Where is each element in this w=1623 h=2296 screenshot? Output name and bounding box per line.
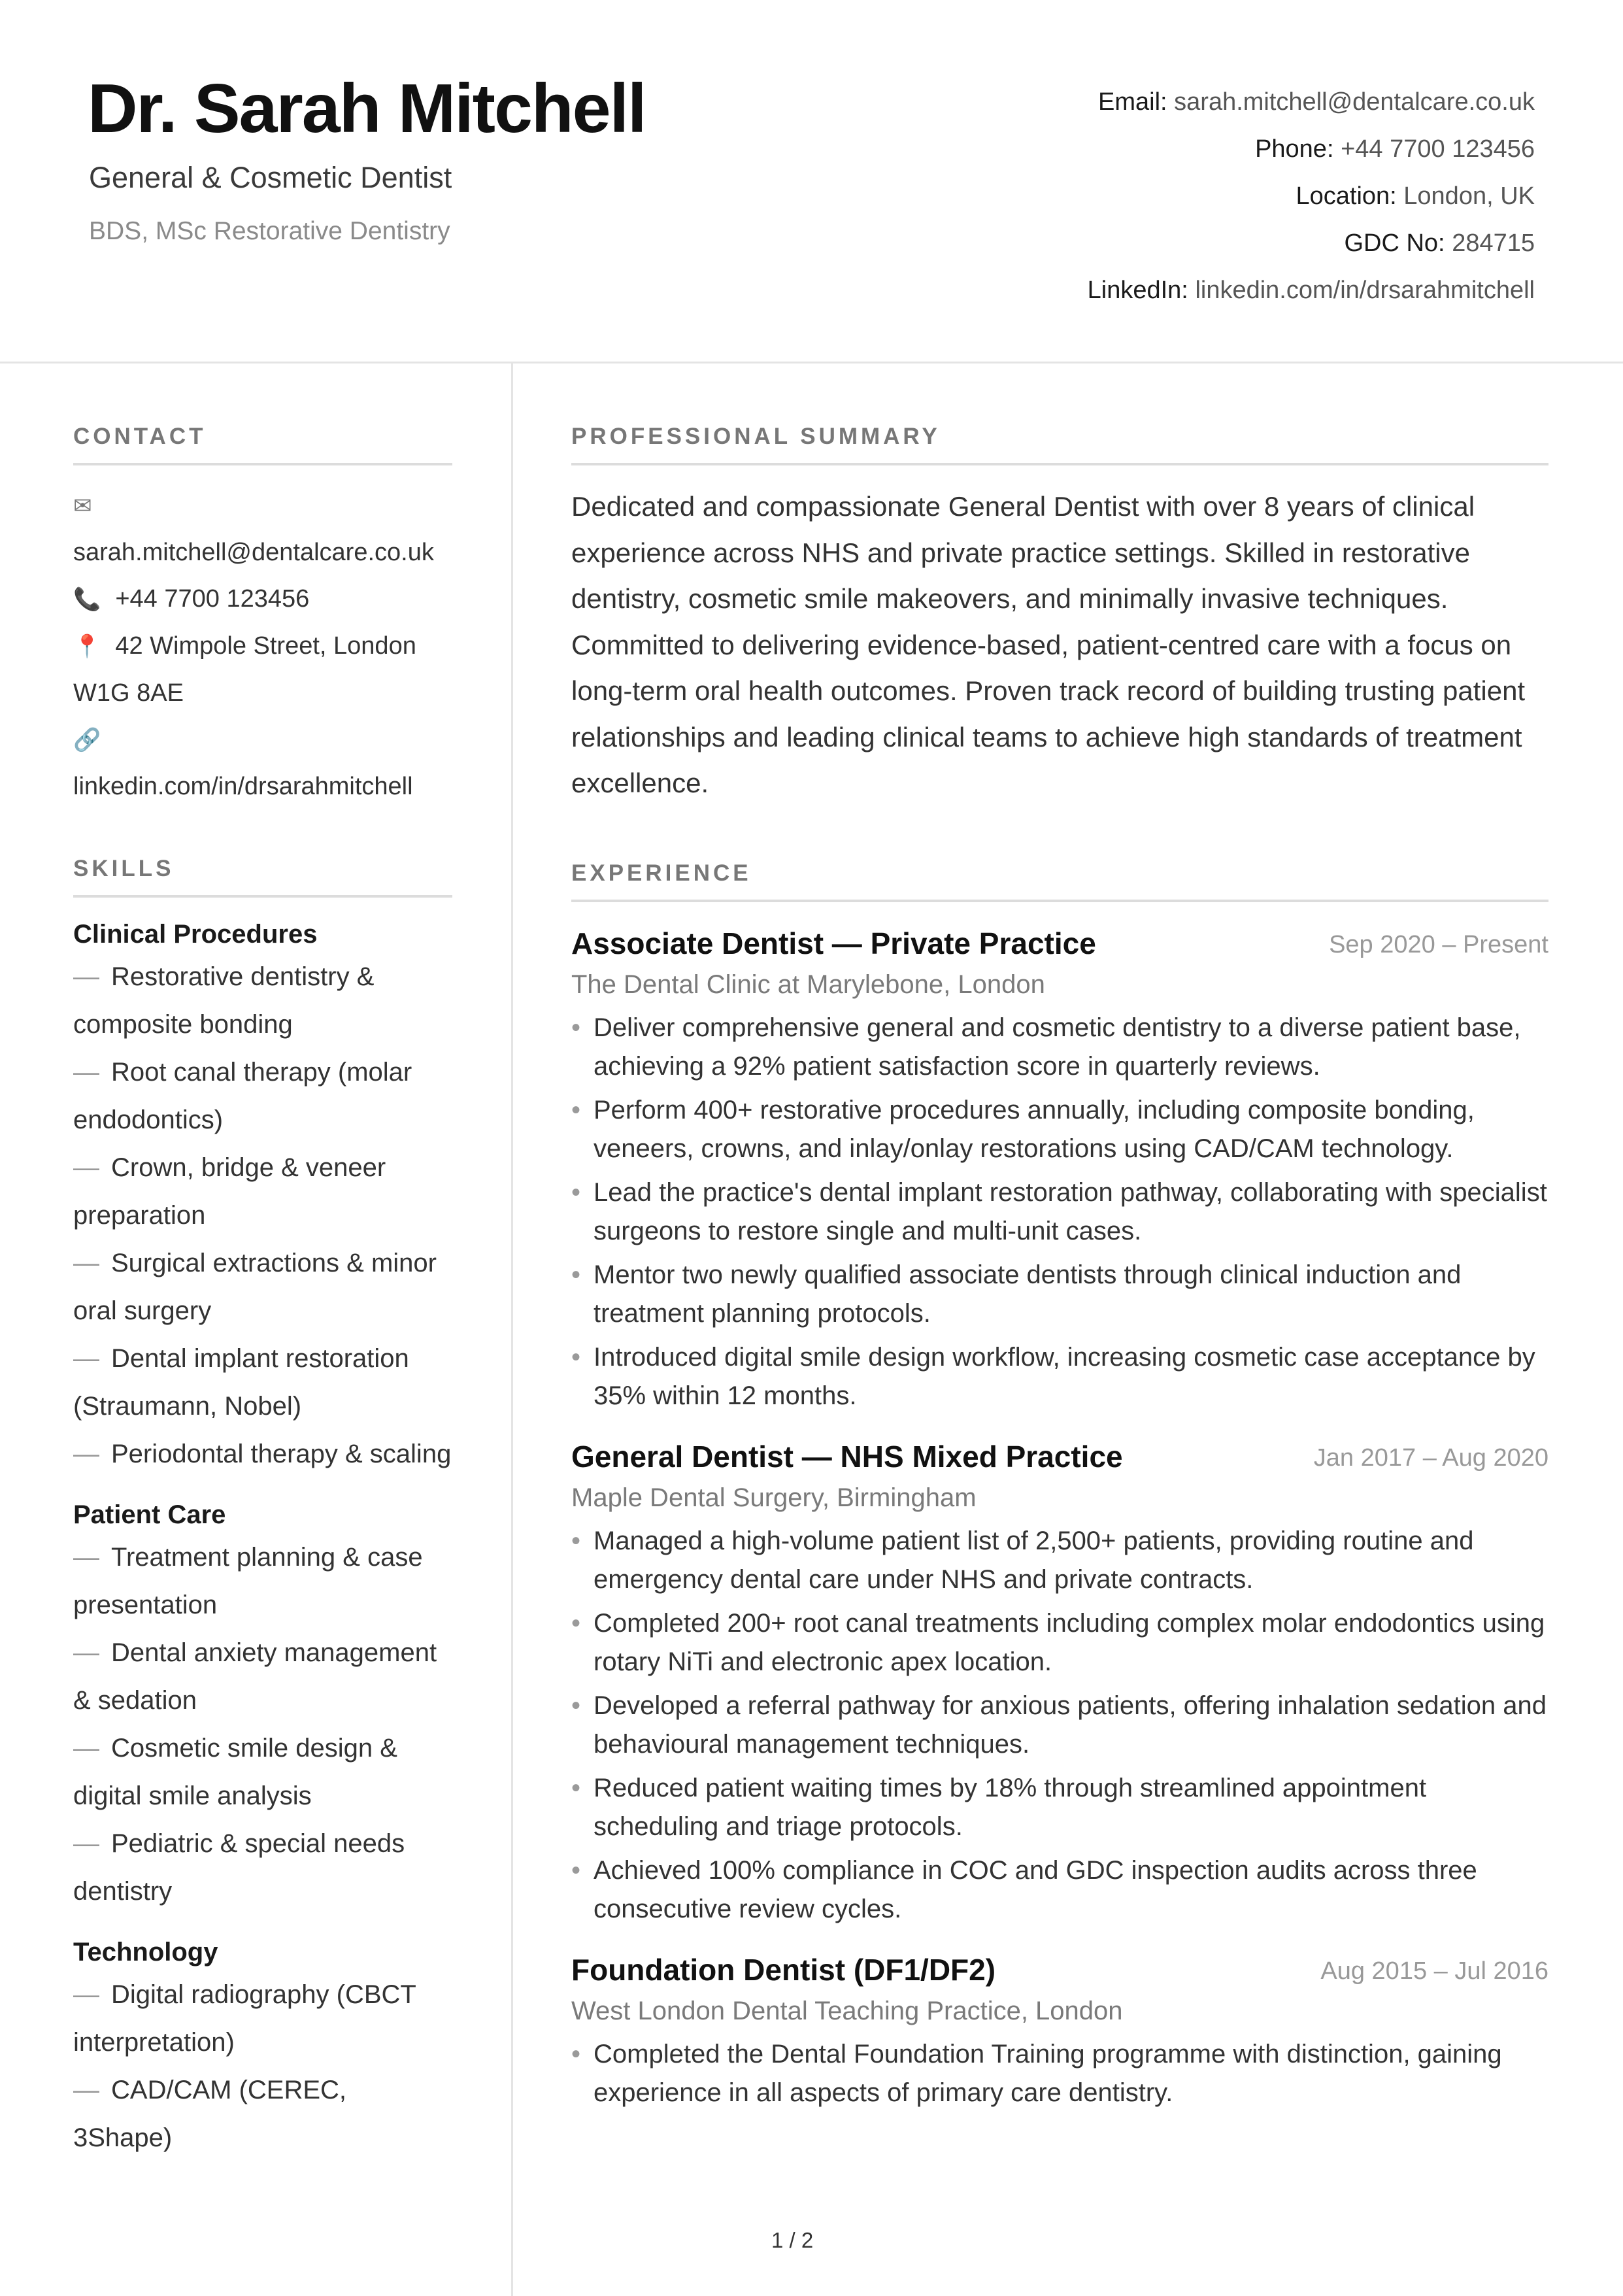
bullet-dot-icon: • bbox=[571, 1691, 581, 1720]
column-divider bbox=[511, 363, 513, 2296]
skill-item-text: Cosmetic smile design & digital smile analysis bbox=[73, 1734, 397, 1810]
experience-bullet-text: Mentor two newly qualified associate dentists through clinical induction and treatment planning protocols. bbox=[594, 1260, 1462, 1328]
skill-item bbox=[73, 1725, 452, 1820]
dash-bullet-icon: — bbox=[73, 2076, 99, 2104]
contact-value: London, UK bbox=[1403, 182, 1535, 210]
experience-bullet-text: Introduced digital smile design workflow, increasing cosmetic case acceptance by 35% within 12 months. bbox=[594, 1342, 1535, 1410]
skill-group-list bbox=[73, 953, 452, 1478]
header-contact-gdc bbox=[1088, 220, 1535, 267]
experience-entry-header bbox=[571, 926, 1548, 969]
page-number: 1 / 2 bbox=[771, 2228, 814, 2252]
experience-dates: Aug 2015 – Jul 2016 bbox=[1320, 1957, 1548, 1985]
skill-item-text: Pediatric & special needs dentistry bbox=[73, 1829, 405, 1906]
skill-item-text: Dental anxiety management & sedation bbox=[73, 1638, 437, 1715]
experience-bullet-text: Achieved 100% compliance in COC and GDC inspection audits across three consecutive review cycles. bbox=[594, 1855, 1477, 1923]
header-contact-location bbox=[1088, 173, 1535, 220]
contact-label: LinkedIn: bbox=[1087, 277, 1188, 304]
bullet-dot-icon: • bbox=[571, 1608, 581, 1638]
summary-text: Dedicated and compassionate General Dentist with over 8 years of clinical experience across NHS and private practice settings. Skilled in restorative dentistry, cosmetic smile makeovers, and minimally invasive techniques. Committed to delivering evidence-based, patient-centred care with a focus on long-term oral health outcomes. Proven track record of building trusting patient relationships and leading clinical teams to achieve high standards of treatment excellence. bbox=[571, 491, 1526, 798]
experience-entry bbox=[571, 1952, 1548, 2112]
experience-bullets bbox=[571, 1009, 1548, 1415]
experience-bullet bbox=[571, 1256, 1548, 1333]
experience-dates: Jan 2017 – Aug 2020 bbox=[1313, 1443, 1548, 1472]
experience-entry bbox=[571, 1439, 1548, 1929]
experience-bullet-text: Completed the Dental Foundation Training programme with distinction, gaining experience in all aspects of primary care dentistry. bbox=[594, 2039, 1502, 2107]
header-contact-phone[interactable] bbox=[1088, 126, 1535, 173]
experience-dates: Sep 2020 – Present bbox=[1329, 930, 1548, 958]
sidebar-contact-address bbox=[73, 623, 452, 717]
skill-group-list bbox=[73, 1534, 452, 1916]
bullet-dot-icon: • bbox=[571, 1773, 581, 1802]
contact-value: 284715 bbox=[1452, 229, 1535, 257]
experience-bullet bbox=[571, 1522, 1548, 1599]
experience-entry-header bbox=[571, 1439, 1548, 1482]
sidebar-contact-list bbox=[73, 482, 452, 810]
skill-item bbox=[73, 1971, 452, 2067]
contact-label: Email: bbox=[1098, 88, 1167, 116]
dash-bullet-icon: — bbox=[73, 1058, 99, 1087]
dash-bullet-icon: — bbox=[73, 1440, 99, 1468]
bullet-dot-icon: • bbox=[571, 1013, 581, 1042]
link-icon: 🔗 bbox=[73, 728, 101, 752]
bullet-dot-icon: • bbox=[571, 1855, 581, 1885]
experience-title: Foundation Dentist (DF1/DF2) bbox=[571, 1952, 996, 1987]
skill-item-text: Surgical extractions & minor oral surgery bbox=[73, 1249, 437, 1325]
sidebar bbox=[73, 424, 452, 2162]
skill-group-heading: Clinical Procedures bbox=[73, 920, 318, 949]
skill-item-text: Dental implant restoration (Straumann, Nobel) bbox=[73, 1344, 409, 1421]
dash-bullet-icon: — bbox=[73, 1638, 99, 1667]
skill-item-text: CAD/CAM (CEREC, 3Shape) bbox=[73, 2076, 347, 2152]
skill-group-heading: Technology bbox=[73, 1938, 218, 1967]
experience-bullet bbox=[571, 1687, 1548, 1764]
experience-heading: EXPERIENCE bbox=[571, 860, 1548, 902]
skill-item bbox=[73, 1335, 452, 1430]
qualifications: BDS, MSc Restorative Dentistry bbox=[89, 217, 450, 245]
skill-item bbox=[73, 1430, 452, 1478]
experience-bullets bbox=[571, 1522, 1548, 1929]
experience-list bbox=[571, 926, 1548, 2112]
skill-item bbox=[73, 1534, 452, 1629]
header-contact-linkedin[interactable] bbox=[1088, 267, 1535, 314]
skill-item bbox=[73, 953, 452, 1049]
experience-entry bbox=[571, 926, 1548, 1415]
contact-label: Location: bbox=[1296, 182, 1397, 210]
dash-bullet-icon: — bbox=[73, 1734, 99, 1763]
dash-bullet-icon: — bbox=[73, 1829, 99, 1858]
bullet-dot-icon: • bbox=[571, 1177, 581, 1207]
sidebar-contact-email[interactable] bbox=[73, 482, 452, 576]
dash-bullet-icon: — bbox=[73, 1543, 99, 1572]
experience-bullet bbox=[571, 1851, 1548, 1929]
contact-label: Phone: bbox=[1255, 135, 1334, 163]
experience-bullet bbox=[571, 1091, 1548, 1168]
skills-list bbox=[73, 920, 452, 2162]
contact-text: +44 7700 123456 bbox=[115, 585, 310, 613]
contact-text: sarah.mitchell@dentalcare.co.uk bbox=[73, 539, 434, 566]
job-title: General & Cosmetic Dentist bbox=[89, 161, 452, 194]
contact-text: linkedin.com/in/drsarahmitchell bbox=[73, 773, 413, 800]
experience-organization: The Dental Clinic at Marylebone, London bbox=[571, 970, 1045, 999]
skill-item bbox=[73, 1820, 452, 1916]
summary-heading: PROFESSIONAL SUMMARY bbox=[571, 424, 1548, 465]
skill-group-heading: Patient Care bbox=[73, 1500, 226, 1529]
skill-item bbox=[73, 1049, 452, 1144]
dash-bullet-icon: — bbox=[73, 1980, 99, 2009]
experience-bullet-text: Deliver comprehensive general and cosmetic dentistry to a diverse patient base, achieving a 92% patient satisfaction score in quarterly reviews. bbox=[594, 1013, 1521, 1081]
experience-bullet bbox=[571, 1173, 1548, 1251]
contact-text: 42 Wimpole Street, London W1G 8AE bbox=[73, 632, 416, 707]
dash-bullet-icon: — bbox=[73, 1249, 99, 1277]
header-contact-list bbox=[1088, 78, 1535, 314]
experience-bullet-text: Managed a high-volume patient list of 2,500+ patients, providing routine and emergency dental care under NHS and private contracts. bbox=[594, 1526, 1474, 1594]
envelope-icon: ✉ bbox=[73, 494, 92, 518]
sidebar-contact-linkedin[interactable] bbox=[73, 717, 452, 810]
experience-bullet-text: Developed a referral pathway for anxious patients, offering inhalation sedation and behavioural management techniques. bbox=[594, 1691, 1547, 1759]
skill-item bbox=[73, 1629, 452, 1725]
bullet-dot-icon: • bbox=[571, 1095, 581, 1124]
candidate-name: Dr. Sarah Mitchell bbox=[88, 70, 646, 147]
contact-value: sarah.mitchell@dentalcare.co.uk bbox=[1174, 88, 1535, 116]
experience-bullets bbox=[571, 2035, 1548, 2112]
main-content bbox=[571, 424, 1548, 2118]
experience-title: General Dentist — NHS Mixed Practice bbox=[571, 1439, 1123, 1474]
skill-item bbox=[73, 1240, 452, 1335]
experience-organization: West London Dental Teaching Practice, London bbox=[571, 1996, 1123, 2025]
experience-bullet bbox=[571, 2035, 1548, 2112]
contact-value: +44 7700 123456 bbox=[1341, 135, 1535, 163]
skill-item-text: Restorative dentistry & composite bonding bbox=[73, 962, 375, 1039]
experience-bullet bbox=[571, 1769, 1548, 1846]
dash-bullet-icon: — bbox=[73, 1344, 99, 1373]
contact-value: linkedin.com/in/drsarahmitchell bbox=[1195, 277, 1535, 304]
experience-title: Associate Dentist — Private Practice bbox=[571, 926, 1096, 960]
bullet-dot-icon: • bbox=[571, 1526, 581, 1555]
skill-item-text: Periodontal therapy & scaling bbox=[111, 1440, 452, 1468]
experience-organization: Maple Dental Surgery, Birmingham bbox=[571, 1483, 977, 1512]
header-contact-email[interactable] bbox=[1088, 78, 1535, 126]
dash-bullet-icon: — bbox=[73, 1153, 99, 1182]
experience-bullet bbox=[571, 1604, 1548, 1681]
skill-item-text: Digital radiography (CBCT interpretation) bbox=[73, 1980, 416, 2057]
experience-bullet bbox=[571, 1338, 1548, 1415]
bullet-dot-icon: • bbox=[571, 1342, 581, 1372]
experience-bullet-text: Lead the practice's dental implant restoration pathway, collaborating with specialist surgeons to restore single and multi-unit cases. bbox=[594, 1177, 1547, 1245]
location-pin-icon: 📍 bbox=[73, 634, 101, 659]
bullet-dot-icon: • bbox=[571, 2039, 581, 2068]
skill-group-list bbox=[73, 1971, 452, 2162]
dash-bullet-icon: — bbox=[73, 962, 99, 991]
skill-item-text: Root canal therapy (molar endodontics) bbox=[73, 1058, 412, 1134]
experience-bullet bbox=[571, 1009, 1548, 1086]
sidebar-contact-phone[interactable] bbox=[73, 576, 452, 623]
phone-icon: 📞 bbox=[73, 587, 101, 612]
experience-bullet-text: Completed 200+ root canal treatments including complex molar endodontics using rotary NiTi and electronic apex location. bbox=[594, 1608, 1545, 1676]
experience-bullet-text: Reduced patient waiting times by 18% through streamlined appointment scheduling and triage protocols. bbox=[594, 1773, 1427, 1841]
skill-item-text: Treatment planning & case presentation bbox=[73, 1543, 423, 1619]
experience-entry-header bbox=[571, 1952, 1548, 1995]
contact-heading: CONTACT bbox=[73, 424, 452, 465]
skill-item-text: Crown, bridge & veneer preparation bbox=[73, 1153, 386, 1230]
bullet-dot-icon: • bbox=[571, 1260, 581, 1289]
skill-item bbox=[73, 2067, 452, 2162]
header-divider bbox=[0, 362, 1623, 363]
skills-heading: SKILLS bbox=[73, 856, 452, 898]
skill-item bbox=[73, 1144, 452, 1240]
contact-label: GDC No: bbox=[1344, 229, 1445, 257]
experience-bullet-text: Perform 400+ restorative procedures annually, including composite bonding, veneers, crowns, and inlay/onlay restorations using CAD/CAM technology. bbox=[594, 1095, 1475, 1163]
